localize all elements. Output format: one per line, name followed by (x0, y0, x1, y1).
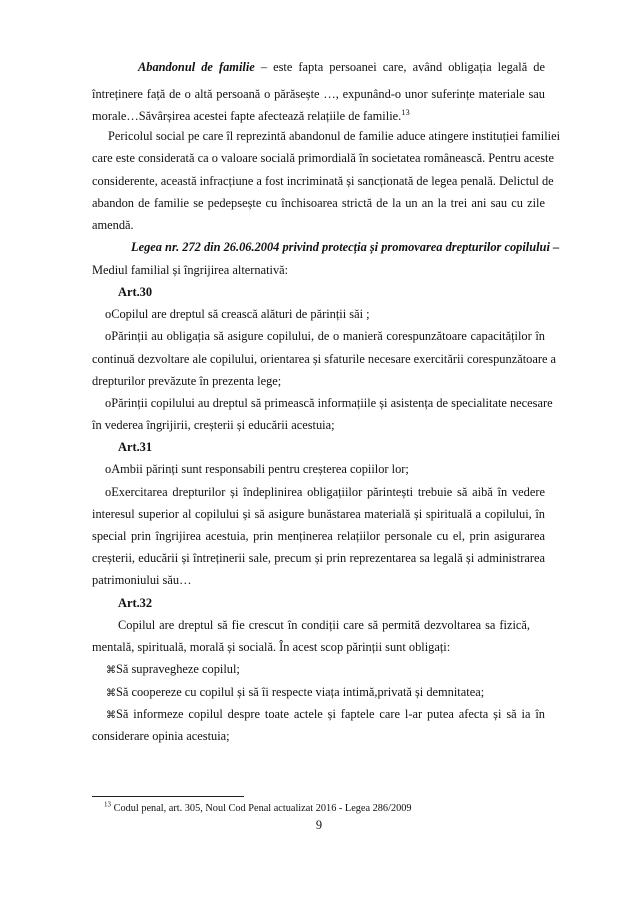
paragraph-line: Mediul familial și îngrijirea alternativă: (92, 263, 289, 277)
paragraph-line: în vederea îngrijirii, creșterii și educării acestuia; (92, 418, 335, 432)
list-item: oAmbii părinți sunt responsabili pentru creșterea copiilor lor; (105, 462, 409, 476)
law-heading: Legea nr. 272 din 26.06.2004 privind protecția și promovarea drepturilor copilului – (131, 240, 560, 254)
list-item: oCopilul are dreptul să crească alături de părinții săi ; (105, 307, 370, 321)
paragraph-line: care este considerată ca o valoare socială primordială în societatea românească. Pentru aceste (92, 151, 554, 165)
paragraph-line: patrimoniului său… (92, 573, 192, 587)
paragraph-line: considerare opinia acestuia; (92, 729, 230, 743)
bullet-item: ⌘Să coopereze cu copilul și să îi respecte viața intimă,privată și demnitatea; (106, 685, 485, 699)
command-bullet-icon: ⌘ (106, 688, 116, 699)
article-heading-31: Art.31 (118, 440, 153, 454)
list-item: oExercitarea drepturilor și îndeplinirea obligațiilor părintești trebuie să aibă în vedere (105, 485, 545, 499)
paragraph-line: creșterii, educării și întreținerii sale, precum și prin reprezentarea sa legală și administrarea (92, 551, 545, 565)
command-bullet-icon: ⌘ (106, 665, 116, 676)
paragraph-line: interesul superior al copilului și să asigure bunăstarea materială și spirituală a copilului, în (92, 507, 545, 521)
paragraph-line: drepturilor prevăzute în prezenta lege; (92, 374, 282, 388)
paragraph-line: amendă. (92, 218, 134, 232)
article-heading-32: Art.32 (118, 596, 153, 610)
page-number: 9 (315, 818, 323, 832)
paragraph-line: morale…Săvârșirea acestei fapte afectează relațiile de familie.$^{13}$ (92, 106, 410, 123)
paragraph-line: abandon de familie se pedepsește cu închisoarea strictă de la un an la trei ani sau cu zile (92, 196, 545, 210)
paragraph-line: continuă dezvoltare ale copilului, orientarea și sfaturile necesare exercitării corespunzătoare a (92, 352, 557, 366)
term-abandonul-de-familie: Abandonul de familie (138, 60, 255, 74)
paragraph-line: Pericolul social pe care îl reprezintă abandonul de familie aduce atingere instituției familiei (108, 129, 561, 143)
footnote: $^{13}$ Codul penal, art. 305, Noul Cod Penal actualizat 2016 - Legea 286/2009 (104, 800, 412, 814)
paragraph-line: mentală, spirituală, morală și socială. În acest scop părinții sunt obligați: (92, 640, 451, 654)
list-item: oPărinții au obligația să asigure copilului, de o manieră corespunzătoare capacităților în (105, 329, 545, 343)
paragraph-line: întreținere față de o altă persoană o părăsește …, expunând-o unor suferințe materiale sau (92, 87, 545, 101)
paragraph-line: considerente, această infracțiune a fost incriminată și sancționată de legea penală. Delictul de (92, 174, 554, 188)
footnote-number: 13 (104, 800, 111, 809)
list-item: oPărinții copilului au dreptul să primească informațiile și asistența de specialitate necesare (105, 396, 553, 410)
paragraph-line: Abandonul de familie – este fapta persoanei care, având obligația legală de (138, 60, 545, 74)
footnote-reference[interactable]: 13 (401, 106, 410, 117)
bullet-item: ⌘Să supravegheze copilul; (106, 662, 240, 676)
paragraph-line: special prin îngrijirea acestuia, prin menținerea relațiilor personale cu el, prin asigurarea (92, 529, 545, 543)
paragraph-line: Copilul are dreptul să fie crescut în condiții care să permită dezvoltarea sa fizică, (118, 618, 530, 632)
bullet-item: ⌘Să informeze copilul despre toate actele și faptele care l-ar putea afecta și să ia în (106, 707, 545, 721)
footnote-separator (92, 796, 244, 797)
article-heading-30: Art.30 (118, 285, 153, 299)
command-bullet-icon: ⌘ (106, 710, 116, 721)
